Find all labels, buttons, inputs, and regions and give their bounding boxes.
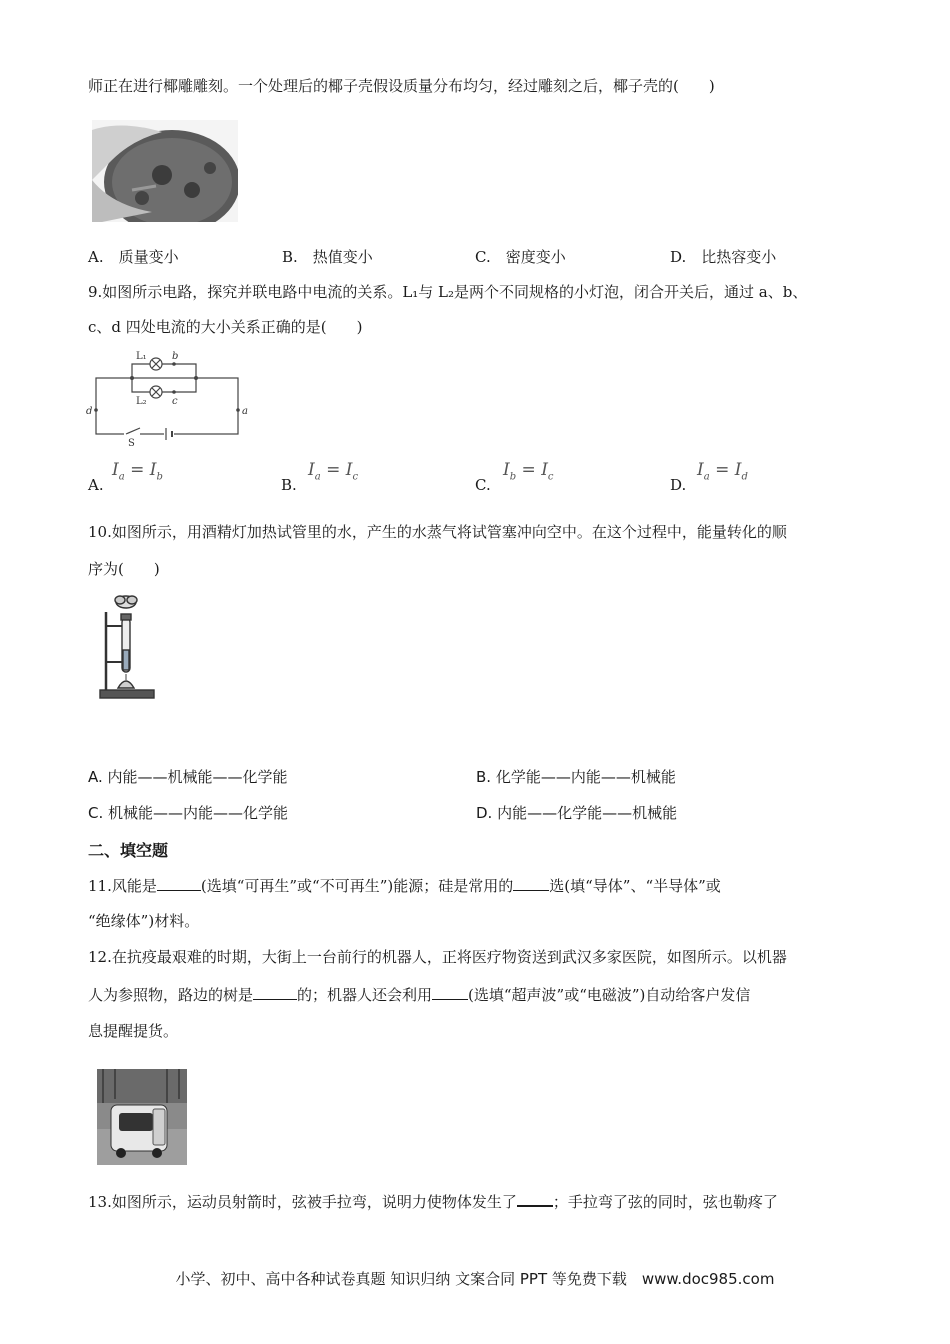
circuit-label-a: a	[242, 406, 248, 417]
q11-line1: 11.风能是 (选填“可再生”或“不可再生”)能源；硅是常用的 选(填“导体”、“半导体”或	[88, 874, 721, 897]
q12-blank-1[interactable]	[253, 983, 297, 1000]
coconut-carving-image	[92, 120, 238, 222]
q11-blank-2[interactable]	[513, 874, 549, 891]
q11-blank-1[interactable]	[157, 874, 201, 891]
test-tube-heating-apparatus	[96, 592, 158, 702]
q13-blank-1[interactable]	[517, 1189, 553, 1207]
delivery-robot-image	[97, 1069, 187, 1165]
q9-option-b-formula: $I_a = I_c$	[308, 460, 359, 483]
q9-option-d-formula: $I_a = I_d$	[697, 460, 748, 483]
q10-option-d[interactable]: D. 内能——化学能——机械能	[476, 804, 678, 822]
q10-option-b[interactable]: B. 化学能——内能——机械能	[476, 768, 676, 786]
q9-stem-line2: c、d 四处电流的大小关系正确的是( )	[88, 318, 363, 336]
circuit-label-l1: L₁	[136, 351, 147, 362]
q10-option-a[interactable]: A. 内能——机械能——化学能	[88, 768, 288, 786]
parallel-circuit-diagram	[84, 348, 254, 448]
q10-option-c[interactable]: C. 机械能——内能——化学能	[88, 804, 289, 822]
q8-stem: 师正在进行椰雕雕刻。一个处理后的椰子壳假设质量分布均匀，经过雕刻之后，椰子壳的( )	[88, 77, 715, 95]
q11-line2: “绝缘体”)材料。	[88, 912, 200, 930]
q10-stem-line2: 序为( )	[88, 560, 160, 578]
q8-option-c[interactable]: C. 密度变小	[475, 248, 566, 266]
q8-option-b[interactable]: B. 热值变小	[282, 248, 373, 266]
q12-line2: 人为参照物，路边的树是 的；机器人还会利用 (选填“超声波”或“电磁波”)自动给客户发信	[88, 983, 750, 1006]
q12-blank-2[interactable]	[432, 983, 468, 1000]
page-footer: 小学、初中、高中各种试卷真题 知识归纳 文案合同 PPT 等免费下载 www.doc985.com	[175, 1270, 775, 1288]
q8-option-a[interactable]: A. 质量变小	[88, 248, 179, 266]
q13-line1: 13.如图所示，运动员射箭时，弦被手拉弯，说明力使物体发生了 ；手拉弯了弦的同时，弦也勒疼了	[88, 1189, 778, 1213]
circuit-label-s: S	[128, 438, 135, 448]
circuit-label-d: d	[86, 406, 93, 417]
q9-option-c-formula: $I_b = I_c$	[503, 460, 554, 483]
circuit-label-b: b	[172, 351, 179, 362]
section-heading-fill-in: 二、填空题	[88, 841, 169, 860]
q12-line1: 12.在抗疫最艰难的时期，大街上一台前行的机器人，正将医疗物资送到武汉多家医院，如图所示。以机器	[88, 948, 787, 966]
q8-option-d[interactable]: D. 比热容变小	[670, 248, 777, 266]
circuit-label-c: c	[172, 396, 178, 407]
q12-line3: 息提醒提货。	[88, 1022, 179, 1040]
circuit-label-l2: L₂	[136, 396, 147, 407]
q9-option-a-formula: $I_a = I_b$	[112, 460, 163, 483]
q10-stem-line1: 10.如图所示，用酒精灯加热试管里的水，产生的水蒸气将试管塞冲向空中。在这个过程中，能量转化的顺	[88, 523, 787, 541]
q9-stem-line1: 9.如图所示电路，探究并联电路中电流的关系。L₁与 L₂是两个不同规格的小灯泡，闭合开关后，通过 a、b、	[88, 283, 808, 301]
